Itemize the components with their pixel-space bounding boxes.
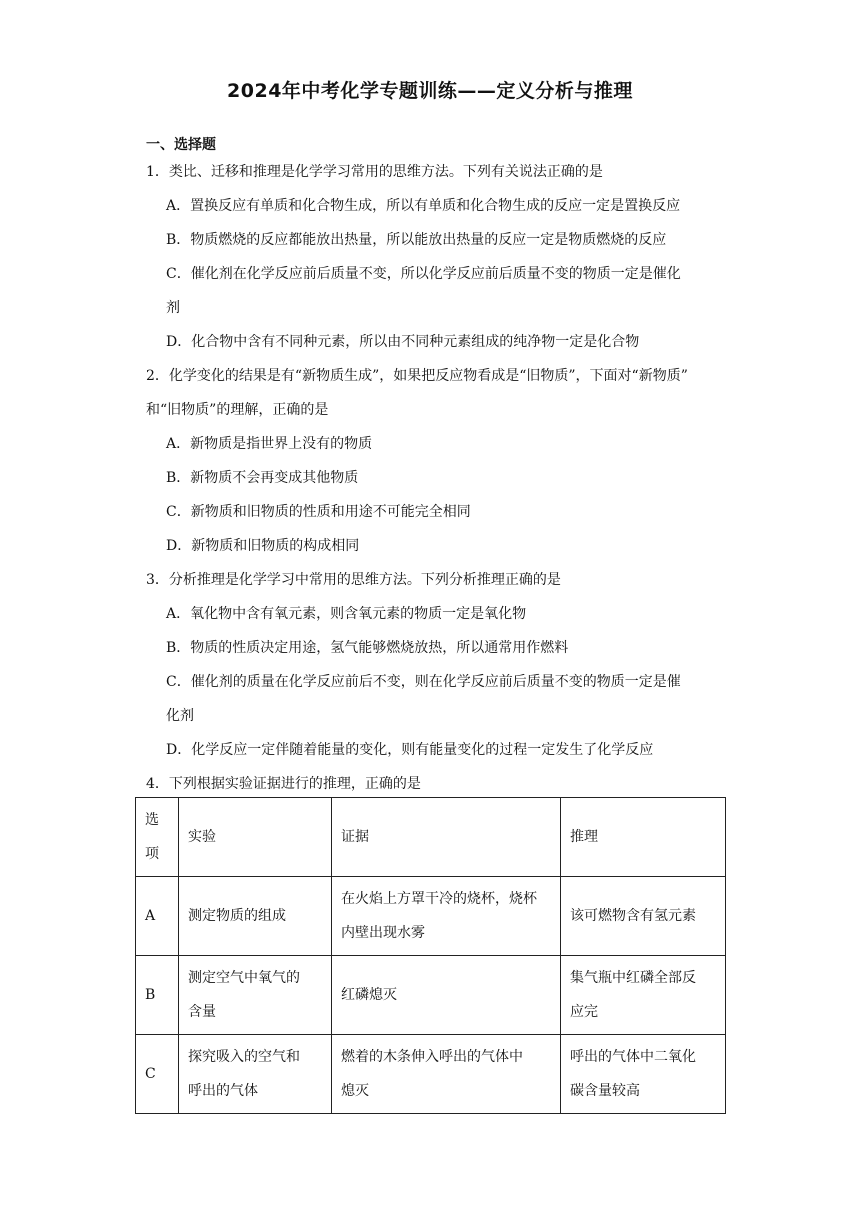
table-row: [136, 956, 726, 1035]
cell-text: 该可燃物含有氢元素: [570, 908, 696, 924]
question-3-option-a: A．氧化物中含有氧元素，则含氧元素的物质一定是氧化物: [166, 606, 527, 622]
table-header-row: [136, 798, 726, 877]
question-2-stem: 2．化学变化的结果是有“新物质生成”，如果把反应物看成是“旧物质”，下面对“新物质”: [146, 368, 688, 384]
cell-text: 选: [145, 812, 159, 828]
header-experiment-cell: [179, 798, 332, 877]
cell-text: 熄灭: [341, 1083, 369, 1099]
question-2-option-a: A．新物质是指世界上没有的物质: [166, 436, 373, 452]
question-2-option-c: C．新物质和旧物质的性质和用途不可能完全相同: [166, 504, 471, 520]
cell-text: 探究吸入的空气和: [188, 1049, 300, 1065]
cell-text: 含量: [188, 1004, 216, 1020]
cell-text: 在火焰上方罩干冷的烧杯，烧杯: [341, 891, 537, 907]
inference-cell: [561, 956, 726, 1035]
experiment-cell: [179, 877, 332, 956]
cell-text: 呼出的气体: [188, 1083, 258, 1099]
cell-text: 测定物质的组成: [188, 908, 286, 924]
cell-text: 集气瓶中红磷全部反: [570, 970, 696, 986]
cell-text: C: [145, 1066, 156, 1082]
section-heading: 一、选择题: [146, 137, 216, 153]
header-option-cell: [136, 798, 179, 877]
question-3-option-c-continued: 化剂: [166, 708, 194, 724]
question-4-stem: 4．下列根据实验证据进行的推理，正确的是: [146, 776, 421, 792]
question-1-option-b: B．物质燃烧的反应都能放出热量，所以能放出热量的反应一定是物质燃烧的反应: [166, 232, 667, 248]
question-1-option-c: C．催化剂在化学反应前后质量不变，所以化学反应前后质量不变的物质一定是催化: [166, 266, 681, 282]
question-2-option-b: B．新物质不会再变成其他物质: [166, 470, 359, 486]
cell-text: 碳含量较高: [570, 1083, 640, 1099]
question-2-option-d: D．新物质和旧物质的构成相同: [166, 538, 360, 554]
experiment-cell: [179, 1035, 332, 1114]
cell-text: A: [145, 908, 156, 924]
option-cell: [136, 1035, 179, 1114]
question-1-option-a: A．置换反应有单质和化合物生成，所以有单质和化合物生成的反应一定是置换反应: [166, 198, 681, 214]
cell-text: 呼出的气体中二氧化: [570, 1049, 696, 1065]
question-3-option-d: D．化学反应一定伴随着能量的变化，则有能量变化的过程一定发生了化学反应: [166, 742, 654, 758]
question-1-option-d: D．化合物中含有不同种元素，所以由不同种元素组成的纯净物一定是化合物: [166, 334, 640, 350]
cell-text: 红磷熄灭: [341, 987, 397, 1003]
experiment-cell: [179, 956, 332, 1035]
page-title: 2024年中考化学专题训练——定义分析与推理: [227, 80, 633, 102]
cell-text: B: [145, 987, 156, 1003]
cell-text: 证据: [341, 829, 369, 845]
cell-text: 测定空气中氧气的: [188, 970, 300, 986]
evidence-cell: [332, 877, 561, 956]
option-cell: [136, 956, 179, 1035]
cell-text: 项: [145, 846, 159, 862]
table-row: [136, 1035, 726, 1114]
option-cell: [136, 877, 179, 956]
question-2-stem-continued: 和“旧物质”的理解，正确的是: [146, 402, 329, 418]
inference-cell: [561, 877, 726, 956]
cell-text: 推理: [570, 829, 598, 845]
evidence-cell: [332, 956, 561, 1035]
question-1-option-c-continued: 剂: [166, 300, 180, 316]
header-evidence-cell: [332, 798, 561, 877]
cell-text: 内壁出现水雾: [341, 925, 425, 941]
table-row: [136, 877, 726, 956]
question-3-stem: 3．分析推理是化学学习中常用的思维方法。下列分析推理正确的是: [146, 572, 561, 588]
cell-text: 应完: [570, 1004, 598, 1020]
cell-text: 实验: [188, 829, 216, 845]
question-3-option-c: C．催化剂的质量在化学反应前后不变，则在化学反应前后质量不变的物质一定是催: [166, 674, 681, 690]
cell-text: 燃着的木条伸入呼出的气体中: [341, 1049, 523, 1065]
inference-cell: [561, 1035, 726, 1114]
question-1-stem: 1．类比、迁移和推理是化学学习常用的思维方法。下列有关说法正确的是: [146, 164, 603, 180]
question-3-option-b: B．物质的性质决定用途，氢气能够燃烧放热，所以通常用作燃料: [166, 640, 569, 656]
evidence-table: [135, 797, 726, 1114]
header-inference-cell: [561, 798, 726, 877]
evidence-cell: [332, 1035, 561, 1114]
